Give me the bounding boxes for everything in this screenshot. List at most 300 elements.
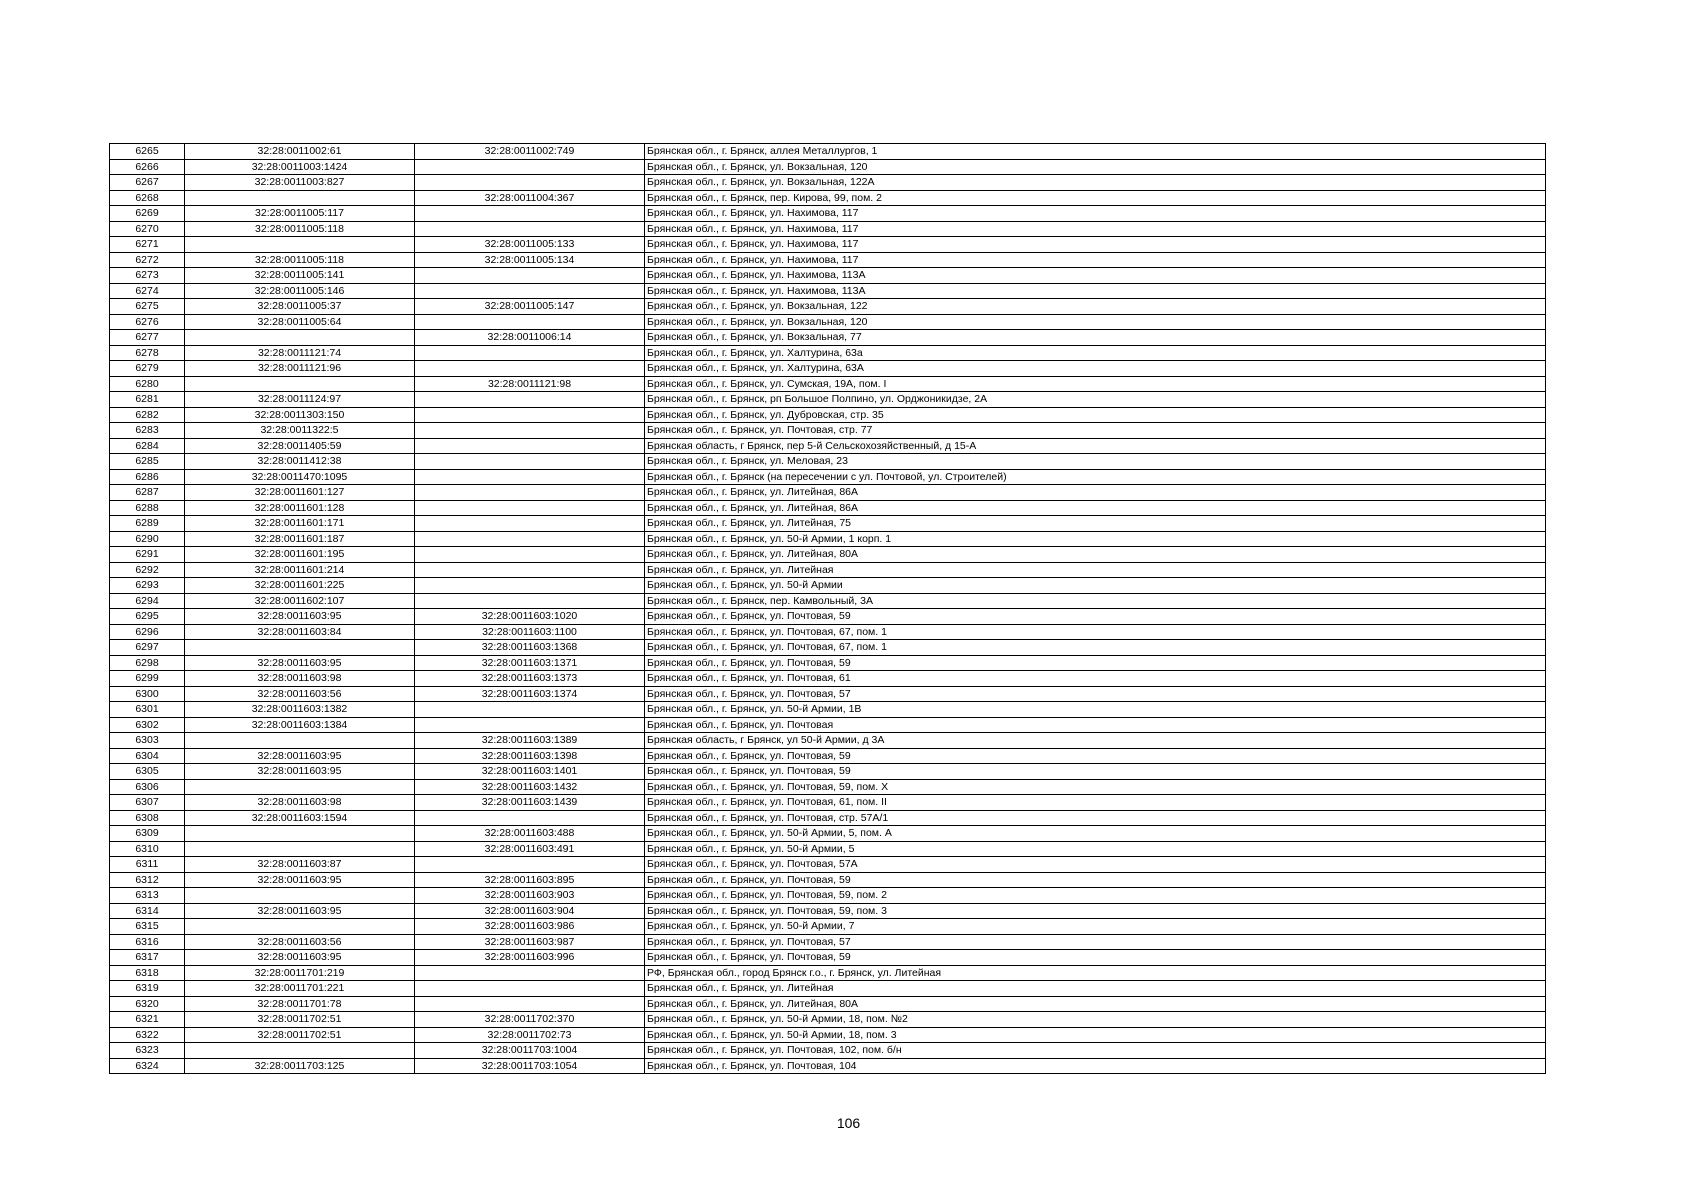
address-cell: Брянская обл., г. Брянск, ул. Почтовая, 61	[645, 671, 1546, 687]
cadastral-number-cell: 32:28:0011412:38	[185, 454, 415, 470]
parcel-number-cell: 32:28:0011603:1398	[415, 748, 645, 764]
cadastral-number-cell: 32:28:0011702:51	[185, 1027, 415, 1043]
cadastral-number-cell: 32:28:0011603:87	[185, 857, 415, 873]
row-number-cell: 6267	[110, 175, 185, 191]
row-number-cell: 6286	[110, 469, 185, 485]
parcel-number-cell: 32:28:0011702:370	[415, 1012, 645, 1028]
cadastral-number-cell: 32:28:0011603:56	[185, 934, 415, 950]
parcel-number-cell: 32:28:0011005:133	[415, 237, 645, 253]
address-cell: Брянская область, г Брянск, пер 5-й Сельскохозяйственный, д 15-А	[645, 438, 1546, 454]
parcel-number-cell	[415, 702, 645, 718]
table-row	[110, 237, 1546, 253]
row-number-cell: 6314	[110, 903, 185, 919]
address-cell: Брянская обл., г. Брянск, ул. Вокзальная, 122А	[645, 175, 1546, 191]
cadastral-number-cell: 32:28:0011701:219	[185, 965, 415, 981]
cadastral-number-cell: 32:28:0011121:74	[185, 345, 415, 361]
address-cell: Брянская обл., г. Брянск, ул. Почтовая, 59	[645, 872, 1546, 888]
table-row	[110, 438, 1546, 454]
row-number-cell: 6321	[110, 1012, 185, 1028]
cadastral-number-cell: 32:28:0011603:95	[185, 764, 415, 780]
row-number-cell: 6322	[110, 1027, 185, 1043]
row-number-cell: 6277	[110, 330, 185, 346]
parcel-number-cell: 32:28:0011603:903	[415, 888, 645, 904]
table-row	[110, 593, 1546, 609]
table-row	[110, 609, 1546, 625]
address-cell: Брянская обл., г. Брянск, ул. 50-й Армии, 1В	[645, 702, 1546, 718]
table-row	[110, 826, 1546, 842]
cadastral-number-cell: 32:28:0011603:98	[185, 795, 415, 811]
table-row	[110, 547, 1546, 563]
table-row	[110, 1043, 1546, 1059]
cadastral-number-cell: 32:28:0011702:51	[185, 1012, 415, 1028]
table-row	[110, 733, 1546, 749]
address-cell: Брянская обл., г. Брянск, ул. Нахимова, 113А	[645, 268, 1546, 284]
cadastral-number-cell	[185, 888, 415, 904]
cadastral-number-cell: 32:28:0011601:187	[185, 531, 415, 547]
row-number-cell: 6308	[110, 810, 185, 826]
parcel-number-cell	[415, 221, 645, 237]
parcel-number-cell	[415, 996, 645, 1012]
cadastral-number-cell	[185, 330, 415, 346]
parcel-number-cell: 32:28:0011121:98	[415, 376, 645, 392]
row-number-cell: 6311	[110, 857, 185, 873]
cadastral-number-cell: 32:28:0011601:195	[185, 547, 415, 563]
address-cell: Брянская обл., г. Брянск, ул. Вокзальная, 120	[645, 159, 1546, 175]
table-row	[110, 454, 1546, 470]
address-cell: Брянская обл., г. Брянск, рп Большое Полпино, ул. Орджоникидзе, 2А	[645, 392, 1546, 408]
parcel-number-cell: 32:28:0011603:491	[415, 841, 645, 857]
address-cell: Брянская обл., г. Брянск, ул. Литейная	[645, 562, 1546, 578]
row-number-cell: 6310	[110, 841, 185, 857]
table-row	[110, 857, 1546, 873]
cadastral-number-cell: 32:28:0011303:150	[185, 407, 415, 423]
address-cell: Брянская обл., г. Брянск, аллея Металлургов, 1	[645, 144, 1546, 160]
row-number-cell: 6276	[110, 314, 185, 330]
parcel-number-cell	[415, 547, 645, 563]
row-number-cell: 6323	[110, 1043, 185, 1059]
cadastral-number-cell	[185, 733, 415, 749]
table-row	[110, 392, 1546, 408]
parcel-number-cell	[415, 857, 645, 873]
address-cell: Брянская обл., г. Брянск, ул. Почтовая, 67, пом. 1	[645, 624, 1546, 640]
parcel-number-cell: 32:28:0011603:1373	[415, 671, 645, 687]
parcel-number-cell	[415, 407, 645, 423]
row-number-cell: 6318	[110, 965, 185, 981]
cadastral-number-cell: 32:28:0011002:61	[185, 144, 415, 160]
address-cell: Брянская обл., г. Брянск, ул. 50-й Армии, 1 корп. 1	[645, 531, 1546, 547]
row-number-cell: 6272	[110, 252, 185, 268]
parcel-number-cell	[415, 485, 645, 501]
table-row	[110, 965, 1546, 981]
cadastral-number-cell: 32:28:0011405:59	[185, 438, 415, 454]
table-row	[110, 159, 1546, 175]
table-row	[110, 872, 1546, 888]
row-number-cell: 6287	[110, 485, 185, 501]
cadastral-number-cell: 32:28:0011603:95	[185, 872, 415, 888]
cadastral-number-cell: 32:28:0011005:118	[185, 221, 415, 237]
parcel-number-cell: 32:28:0011603:904	[415, 903, 645, 919]
address-cell: Брянская обл., г. Брянск, ул. 50-й Армии, 5, пом. А	[645, 826, 1546, 842]
table-row	[110, 795, 1546, 811]
parcel-number-cell	[415, 159, 645, 175]
cadastral-number-cell: 32:28:0011601:171	[185, 516, 415, 532]
address-cell: Брянская обл., г. Брянск (на пересечении с ул. Почтовой, ул. Строителей)	[645, 469, 1546, 485]
row-number-cell: 6300	[110, 686, 185, 702]
address-cell: Брянская обл., г. Брянск, ул. Почтовая, 59, пом. Х	[645, 779, 1546, 795]
row-number-cell: 6271	[110, 237, 185, 253]
table-row	[110, 1027, 1546, 1043]
row-number-cell: 6279	[110, 361, 185, 377]
cadastral-number-cell	[185, 919, 415, 935]
cadastral-number-cell: 32:28:0011005:117	[185, 206, 415, 222]
address-cell: Брянская обл., г. Брянск, ул. Нахимова, 117	[645, 221, 1546, 237]
parcel-number-cell	[415, 361, 645, 377]
table-row	[110, 764, 1546, 780]
parcel-number-cell	[415, 438, 645, 454]
row-number-cell: 6290	[110, 531, 185, 547]
table-row	[110, 175, 1546, 191]
address-cell: Брянская обл., г. Брянск, ул. Нахимова, 117	[645, 237, 1546, 253]
row-number-cell: 6281	[110, 392, 185, 408]
cadastral-number-cell: 32:28:0011601:128	[185, 500, 415, 516]
row-number-cell: 6268	[110, 190, 185, 206]
row-number-cell: 6294	[110, 593, 185, 609]
cadastral-number-cell: 32:28:0011005:118	[185, 252, 415, 268]
parcel-number-cell	[415, 423, 645, 439]
cadastral-number-cell: 32:28:0011601:127	[185, 485, 415, 501]
cadastral-number-cell	[185, 1043, 415, 1059]
table-row	[110, 1058, 1546, 1074]
table-row	[110, 748, 1546, 764]
table-row	[110, 190, 1546, 206]
row-number-cell: 6269	[110, 206, 185, 222]
address-cell: Брянская обл., г. Брянск, ул. Меловая, 23	[645, 454, 1546, 470]
cadastral-number-cell: 32:28:0011005:37	[185, 299, 415, 315]
cadastral-number-cell	[185, 237, 415, 253]
parcel-number-cell: 32:28:0011005:147	[415, 299, 645, 315]
cadastral-number-cell: 32:28:0011601:225	[185, 578, 415, 594]
row-number-cell: 6283	[110, 423, 185, 439]
parcel-number-cell	[415, 206, 645, 222]
table-row	[110, 1012, 1546, 1028]
parcel-number-cell: 32:28:0011603:1371	[415, 655, 645, 671]
address-cell: Брянская обл., г. Брянск, ул. Дубровская, стр. 35	[645, 407, 1546, 423]
parcel-number-cell: 32:28:0011002:749	[415, 144, 645, 160]
parcel-number-cell	[415, 981, 645, 997]
row-number-cell: 6295	[110, 609, 185, 625]
cadastral-number-cell: 32:28:0011603:95	[185, 609, 415, 625]
table-row	[110, 702, 1546, 718]
table-row	[110, 996, 1546, 1012]
cadastral-number-cell: 32:28:0011003:1424	[185, 159, 415, 175]
cadastral-number-cell: 32:28:0011603:84	[185, 624, 415, 640]
row-number-cell: 6273	[110, 268, 185, 284]
address-cell: Брянская обл., г. Брянск, ул. Литейная, 80А	[645, 547, 1546, 563]
parcel-number-cell	[415, 965, 645, 981]
table-row	[110, 314, 1546, 330]
table-row	[110, 299, 1546, 315]
parcel-number-cell: 32:28:0011603:996	[415, 950, 645, 966]
parcel-number-cell	[415, 314, 645, 330]
address-cell: Брянская обл., г. Брянск, ул. Литейная, 75	[645, 516, 1546, 532]
address-cell: Брянская обл., г. Брянск, ул. Нахимова, 117	[645, 252, 1546, 268]
address-cell: Брянская обл., г. Брянск, ул. Почтовая, 59	[645, 748, 1546, 764]
address-cell: Брянская обл., г. Брянск, ул. 50-й Армии	[645, 578, 1546, 594]
cadastral-number-cell: 32:28:0011603:95	[185, 655, 415, 671]
address-cell: Брянская обл., г. Брянск, ул. Почтовая, стр. 77	[645, 423, 1546, 439]
row-number-cell: 6313	[110, 888, 185, 904]
parcel-number-cell: 32:28:0011005:134	[415, 252, 645, 268]
row-number-cell: 6317	[110, 950, 185, 966]
address-cell: Брянская обл., г. Брянск, ул. Почтовая, 57А	[645, 857, 1546, 873]
address-cell: Брянская обл., г. Брянск, ул. Почтовая, 61, пом. II	[645, 795, 1546, 811]
parcel-number-cell	[415, 469, 645, 485]
address-cell: Брянская обл., г. Брянск, ул. Почтовая, 57	[645, 686, 1546, 702]
address-cell: Брянская обл., г. Брянск, ул. Почтовая, 59, пом. 2	[645, 888, 1546, 904]
cadastral-number-cell: 32:28:0011603:56	[185, 686, 415, 702]
parcel-number-cell	[415, 454, 645, 470]
table-row	[110, 330, 1546, 346]
address-cell: Брянская обл., г. Брянск, ул. Литейная, 86А	[645, 500, 1546, 516]
table-row	[110, 578, 1546, 594]
table-row	[110, 500, 1546, 516]
table-row	[110, 655, 1546, 671]
cadastral-number-cell	[185, 190, 415, 206]
table-row	[110, 206, 1546, 222]
address-cell: Брянская обл., г. Брянск, ул. 50-й Армии, 5	[645, 841, 1546, 857]
cadastral-number-cell: 32:28:0011603:95	[185, 748, 415, 764]
address-cell: Брянская обл., г. Брянск, ул. Почтовая, стр. 57А/1	[645, 810, 1546, 826]
address-cell: Брянская обл., г. Брянск, ул. Нахимова, 113А	[645, 283, 1546, 299]
table-row	[110, 624, 1546, 640]
cadastral-number-cell: 32:28:0011322:5	[185, 423, 415, 439]
address-cell: Брянская обл., г. Брянск, ул. Вокзальная, 120	[645, 314, 1546, 330]
parcel-number-cell	[415, 345, 645, 361]
parcel-number-cell	[415, 268, 645, 284]
table-row	[110, 345, 1546, 361]
address-cell: Брянская обл., г. Брянск, ул. Почтовая, 59	[645, 950, 1546, 966]
table-row	[110, 888, 1546, 904]
page-number: 106	[836, 1115, 861, 1131]
row-number-cell: 6292	[110, 562, 185, 578]
parcel-number-cell	[415, 562, 645, 578]
cadastral-number-cell: 32:28:0011005:146	[185, 283, 415, 299]
row-number-cell: 6312	[110, 872, 185, 888]
address-cell: Брянская обл., г. Брянск, ул. Вокзальная, 122	[645, 299, 1546, 315]
cadastral-number-cell: 32:28:0011701:78	[185, 996, 415, 1012]
row-number-cell: 6301	[110, 702, 185, 718]
parcel-number-cell: 32:28:0011006:14	[415, 330, 645, 346]
row-number-cell: 6297	[110, 640, 185, 656]
row-number-cell: 6291	[110, 547, 185, 563]
table-row	[110, 841, 1546, 857]
cadastral-number-cell	[185, 841, 415, 857]
cadastral-number-cell: 32:28:0011603:95	[185, 903, 415, 919]
table-row	[110, 640, 1546, 656]
registry-table	[109, 143, 1546, 1074]
table-row	[110, 469, 1546, 485]
row-number-cell: 6288	[110, 500, 185, 516]
parcel-number-cell: 32:28:0011603:895	[415, 872, 645, 888]
table-row	[110, 221, 1546, 237]
table-row	[110, 671, 1546, 687]
address-cell: Брянская обл., г. Брянск, ул. Халтурина, 63а	[645, 345, 1546, 361]
parcel-number-cell	[415, 578, 645, 594]
address-cell: Брянская обл., г. Брянск, ул. 50-й Армии, 18, пом. №2	[645, 1012, 1546, 1028]
address-cell: Брянская обл., г. Брянск, ул. Почтовая, 59	[645, 655, 1546, 671]
cadastral-number-cell: 32:28:0011602:107	[185, 593, 415, 609]
row-number-cell: 6289	[110, 516, 185, 532]
address-cell: Брянская обл., г. Брянск, ул. Сумская, 19А, пом. I	[645, 376, 1546, 392]
address-cell: РФ, Брянская обл., город Брянск г.о., г. Брянск, ул. Литейная	[645, 965, 1546, 981]
parcel-number-cell: 32:28:0011703:1004	[415, 1043, 645, 1059]
cadastral-number-cell: 32:28:0011603:1384	[185, 717, 415, 733]
address-cell: Брянская обл., г. Брянск, ул. Литейная, 86А	[645, 485, 1546, 501]
row-number-cell: 6304	[110, 748, 185, 764]
parcel-number-cell: 32:28:0011603:987	[415, 934, 645, 950]
parcel-number-cell	[415, 283, 645, 299]
table-row	[110, 717, 1546, 733]
cadastral-number-cell: 32:28:0011603:95	[185, 950, 415, 966]
parcel-number-cell	[415, 175, 645, 191]
table-row	[110, 407, 1546, 423]
address-cell: Брянская обл., г. Брянск, ул. Почтовая, 59	[645, 764, 1546, 780]
cadastral-number-cell	[185, 640, 415, 656]
row-number-cell: 6265	[110, 144, 185, 160]
address-cell: Брянская обл., г. Брянск, ул. Нахимова, 117	[645, 206, 1546, 222]
parcel-number-cell	[415, 516, 645, 532]
row-number-cell: 6275	[110, 299, 185, 315]
row-number-cell: 6316	[110, 934, 185, 950]
row-number-cell: 6296	[110, 624, 185, 640]
parcel-number-cell	[415, 717, 645, 733]
row-number-cell: 6309	[110, 826, 185, 842]
table-row	[110, 919, 1546, 935]
cadastral-number-cell: 32:28:0011470:1095	[185, 469, 415, 485]
address-cell: Брянская обл., г. Брянск, ул. Почтовая, 59, пом. 3	[645, 903, 1546, 919]
cadastral-number-cell: 32:28:0011603:98	[185, 671, 415, 687]
row-number-cell: 6305	[110, 764, 185, 780]
row-number-cell: 6270	[110, 221, 185, 237]
address-cell: Брянская обл., г. Брянск, ул. Почтовая, 104	[645, 1058, 1546, 1074]
parcel-number-cell: 32:28:0011703:1054	[415, 1058, 645, 1074]
parcel-number-cell	[415, 392, 645, 408]
cadastral-number-cell: 32:28:0011005:141	[185, 268, 415, 284]
address-cell: Брянская обл., г. Брянск, ул. 50-й Армии, 7	[645, 919, 1546, 935]
table-row	[110, 376, 1546, 392]
parcel-number-cell: 32:28:0011603:1100	[415, 624, 645, 640]
parcel-number-cell: 32:28:0011603:1401	[415, 764, 645, 780]
address-cell: Брянская обл., г. Брянск, ул. Почтовая, 67, пом. 1	[645, 640, 1546, 656]
address-cell: Брянская обл., г. Брянск, ул. Вокзальная, 77	[645, 330, 1546, 346]
row-number-cell: 6280	[110, 376, 185, 392]
parcel-number-cell: 32:28:0011603:1432	[415, 779, 645, 795]
table-row	[110, 423, 1546, 439]
registry-table-body	[110, 144, 1546, 1074]
parcel-number-cell	[415, 500, 645, 516]
row-number-cell: 6315	[110, 919, 185, 935]
table-row	[110, 252, 1546, 268]
address-cell: Брянская обл., г. Брянск, пер. Камвольный, 3А	[645, 593, 1546, 609]
row-number-cell: 6320	[110, 996, 185, 1012]
cadastral-number-cell: 32:28:0011005:64	[185, 314, 415, 330]
address-cell: Брянская обл., г. Брянск, ул. Почтовая, 102, пом. б/н	[645, 1043, 1546, 1059]
parcel-number-cell: 32:28:0011603:1439	[415, 795, 645, 811]
row-number-cell: 6266	[110, 159, 185, 175]
parcel-number-cell: 32:28:0011702:73	[415, 1027, 645, 1043]
address-cell: Брянская обл., г. Брянск, ул. Почтовая, 59	[645, 609, 1546, 625]
table-row	[110, 981, 1546, 997]
row-number-cell: 6285	[110, 454, 185, 470]
table-row	[110, 903, 1546, 919]
address-cell: Брянская область, г Брянск, ул 50-й Армии, д 3А	[645, 733, 1546, 749]
row-number-cell: 6274	[110, 283, 185, 299]
parcel-number-cell: 32:28:0011603:1374	[415, 686, 645, 702]
address-cell: Брянская обл., г. Брянск, ул. 50-й Армии, 18, пом. 3	[645, 1027, 1546, 1043]
row-number-cell: 6302	[110, 717, 185, 733]
address-cell: Брянская обл., г. Брянск, ул. Почтовая, 57	[645, 934, 1546, 950]
parcel-number-cell	[415, 810, 645, 826]
table-row	[110, 562, 1546, 578]
row-number-cell: 6299	[110, 671, 185, 687]
parcel-number-cell: 32:28:0011603:1368	[415, 640, 645, 656]
address-cell: Брянская обл., г. Брянск, ул. Литейная	[645, 981, 1546, 997]
row-number-cell: 6306	[110, 779, 185, 795]
table-row	[110, 686, 1546, 702]
row-number-cell: 6282	[110, 407, 185, 423]
cadastral-number-cell: 32:28:0011601:214	[185, 562, 415, 578]
table-row	[110, 516, 1546, 532]
cadastral-number-cell: 32:28:0011603:1594	[185, 810, 415, 826]
address-cell: Брянская обл., г. Брянск, ул. Литейная, 80А	[645, 996, 1546, 1012]
row-number-cell: 6293	[110, 578, 185, 594]
parcel-number-cell: 32:28:0011004:367	[415, 190, 645, 206]
cadastral-number-cell: 32:28:0011701:221	[185, 981, 415, 997]
row-number-cell: 6278	[110, 345, 185, 361]
cadastral-number-cell: 32:28:0011124:97	[185, 392, 415, 408]
cadastral-number-cell	[185, 779, 415, 795]
table-row	[110, 144, 1546, 160]
cadastral-number-cell	[185, 826, 415, 842]
table-row	[110, 361, 1546, 377]
table-row	[110, 283, 1546, 299]
parcel-number-cell: 32:28:0011603:986	[415, 919, 645, 935]
cadastral-number-cell: 32:28:0011603:1382	[185, 702, 415, 718]
row-number-cell: 6298	[110, 655, 185, 671]
table-row	[110, 485, 1546, 501]
row-number-cell: 6284	[110, 438, 185, 454]
parcel-number-cell: 32:28:0011603:1020	[415, 609, 645, 625]
table-row	[110, 531, 1546, 547]
cadastral-number-cell: 32:28:0011003:827	[185, 175, 415, 191]
table-row	[110, 268, 1546, 284]
table-row	[110, 810, 1546, 826]
table-row	[110, 779, 1546, 795]
table-row	[110, 950, 1546, 966]
parcel-number-cell	[415, 593, 645, 609]
cadastral-number-cell: 32:28:0011703:125	[185, 1058, 415, 1074]
row-number-cell: 6303	[110, 733, 185, 749]
parcel-number-cell	[415, 531, 645, 547]
row-number-cell: 6307	[110, 795, 185, 811]
address-cell: Брянская обл., г. Брянск, ул. Халтурина, 63А	[645, 361, 1546, 377]
address-cell: Брянская обл., г. Брянск, пер. Кирова, 99, пом. 2	[645, 190, 1546, 206]
parcel-number-cell: 32:28:0011603:488	[415, 826, 645, 842]
table-row	[110, 934, 1546, 950]
row-number-cell: 6324	[110, 1058, 185, 1074]
row-number-cell: 6319	[110, 981, 185, 997]
cadastral-number-cell	[185, 376, 415, 392]
